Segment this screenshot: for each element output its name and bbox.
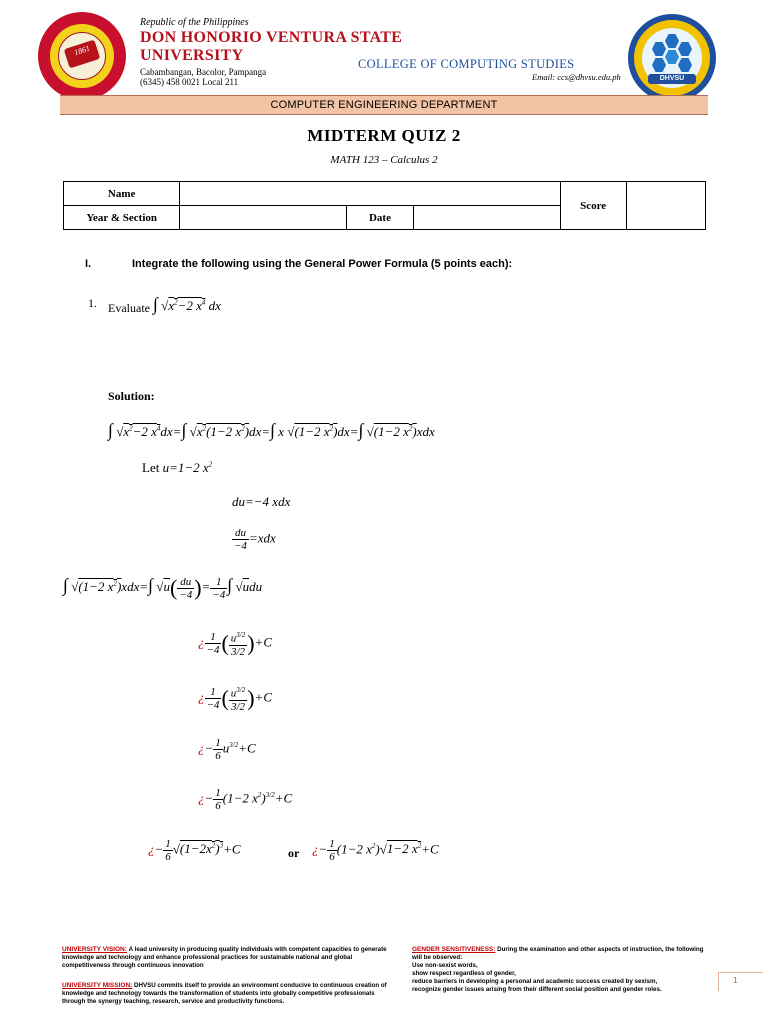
or-label: or [288,846,300,860]
university-mission: UNIVERSITY MISSION: DHVSU commits itself to provide an environment conducive to continuous creation of knowledge and technology towards the transformation of students into globally competitive professionals through the synergy teaching, research, service and productivity functions. [62,982,387,1005]
course-name: MATH 123 – Calculus 2 [330,154,438,166]
score-field[interactable] [626,182,705,230]
student-info-table [63,181,706,230]
section-instruction: Integrate the following using the General Power Formula (5 points each): [132,258,513,270]
quiz-title: MIDTERM QUIZ 2 [307,126,461,145]
college-seal-text: DHVSU [659,75,685,82]
question-number: 1. [88,296,97,310]
college-email: Email: ccs@dhvsu.edu.ph [532,72,621,82]
name-field[interactable] [180,182,560,206]
page-number: 1 [733,976,738,985]
substitution-u: Let u=1−2 $x^2$ [142,460,213,475]
college-name: COLLEGE OF COMPUTING STUDIES [358,57,575,71]
university-name: DON HONORIO VENTURA STATE UNIVERSITY [140,29,403,64]
substitution-du: du=−4 xdx [232,494,291,509]
solution-step-3: ¿ $\frac{1}{-4}$ ( $\frac{u^{3/2}}{3/2}$ )+C [198,630,272,658]
solution-step-4: ¿ $\frac{1}{-4}$ ( $\frac{u^{3/2}}{3/2}$ )+C [198,685,272,713]
university-vision: UNIVERSITY VISION: A lead university in producing quality individuals with competent capacities to generate knowledge and technology and enhance professional practices for sustainable national and global competitiveness through continuous innovation [62,946,387,969]
date-field[interactable] [414,206,560,230]
gender-sensitiveness: GENDER SENSITIVENESS: During the examination and other aspects of instruction, the following will be observed: Use non-sexist words, show respect regardless of gender, reduce barriers in developing a personal and academic success created by sexism, recognize gender issues arising from their different social position and gender roles. [412,946,704,993]
department-bar [60,95,708,115]
republic-text: Republic of the Philippines [140,17,249,28]
solution-step-2: ∫ √(1−2 $x^2)xdx=\int$ √u( $\frac{du}{-4}$ )= $\frac{1}{-4}$ ∫ √udu [63,575,263,601]
question-prompt: Evaluate ∫ $√x^2-2$ $x^4$ dx [108,294,221,315]
score-label: Score [560,182,626,230]
substitution-du-over-4: $\frac{du}{-4}$ =xdx [234,527,276,552]
solution-step-6: ¿− $\frac{1}{6}$ (1−2 $x^2)^{3/2}+C$ [198,787,293,812]
year-section-field[interactable] [180,206,347,230]
question-integral: ∫ $√x^2-2$ $x^4$ dx [152,294,221,314]
solution-step-1: ∫ $√x^2-2$ $x^4dx=\int$ $√x^2(1-2$ $x^2)dx=\int$ x √(1−2 $x^2)dx=\int$ √(1−2 $x^2)xdx$ [108,420,435,440]
solution-label: Solution: [108,389,155,403]
solution-step-5: ¿− $\frac{1}{6}$ $u^{3/2}+C$ [198,737,256,762]
department-name: COMPUTER ENGINEERING DEPARTMENT [270,99,498,111]
page-number-box [718,972,763,991]
year-section-label: Year & Section [64,206,180,230]
section-number: I. [85,258,92,270]
solution-final-b: ¿− $\frac{1}{6}$ (1−2 $x^2)√1-2$ $x^2+C$ [312,838,439,863]
university-address: Cabambangan, Bacolor, Pampanga (6345) 458 0021 Local 211 [140,67,267,87]
college-seal-logo [628,14,716,102]
solution-final-a: ¿− $\frac{1}{6}$ $√(1-2x^2)^3+C$ [148,838,241,863]
date-label: Date [346,206,413,230]
name-label: Name [64,182,180,206]
university-seal-logo [38,12,126,100]
seal-year: 1861 [73,43,91,58]
